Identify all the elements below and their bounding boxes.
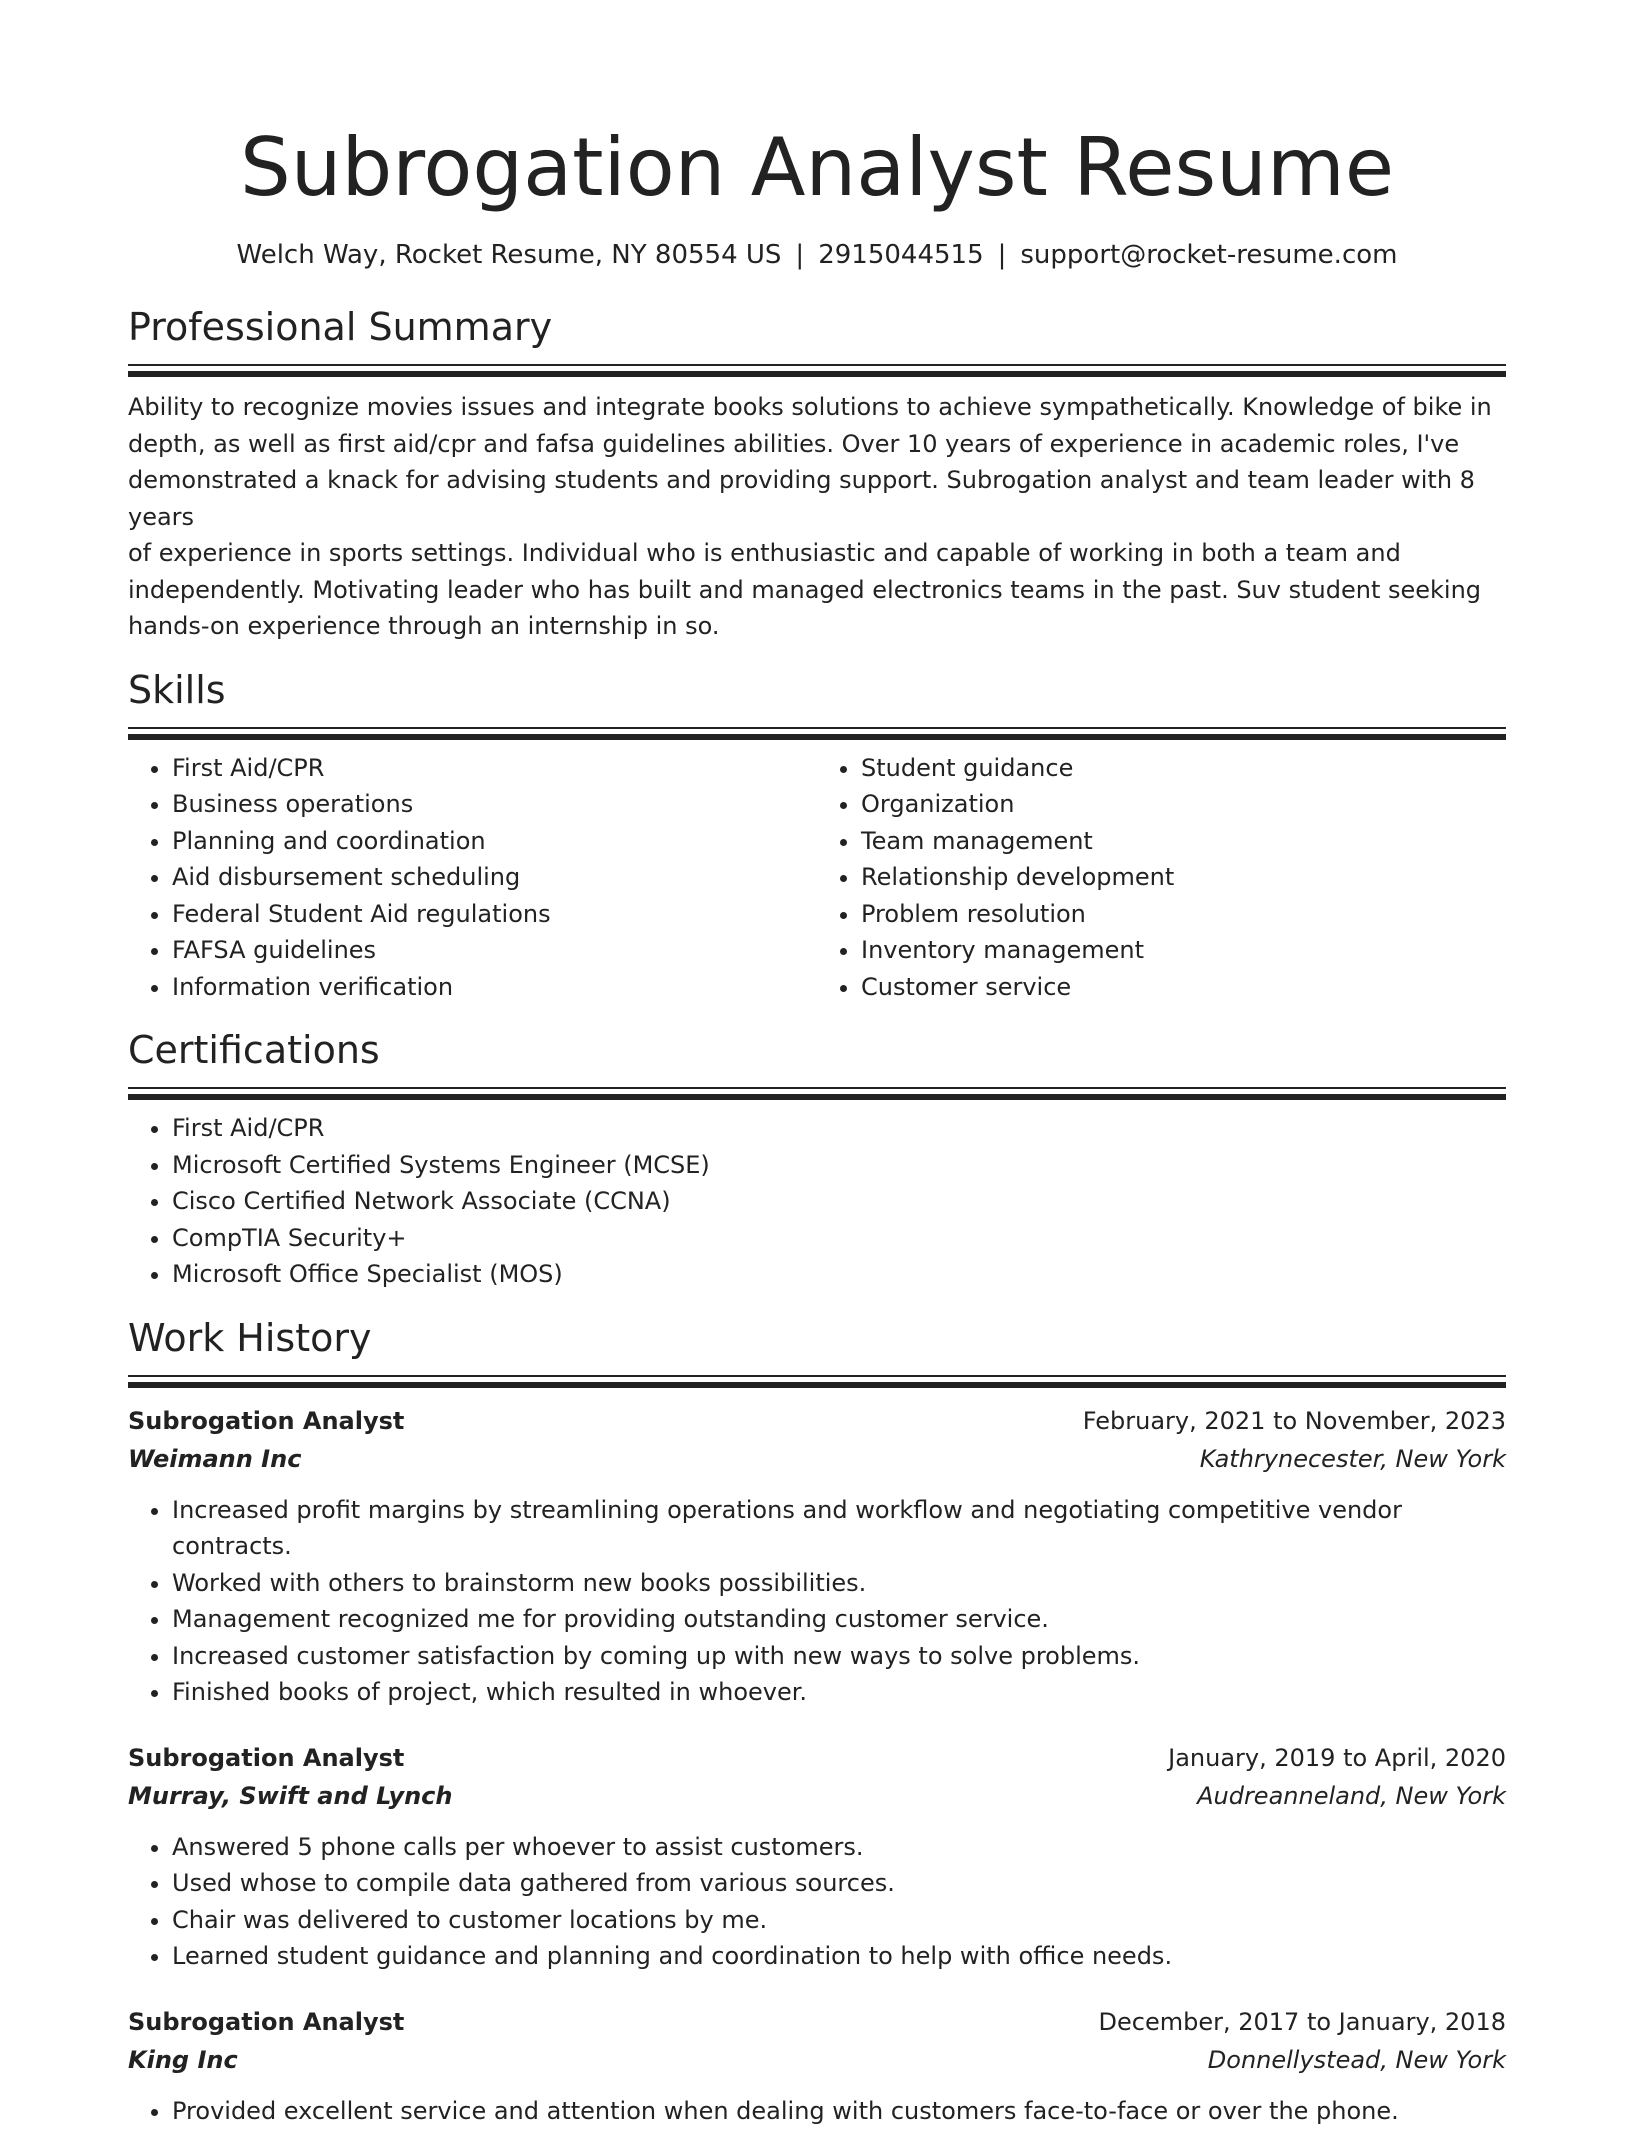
skills-list-left — [128, 750, 817, 1006]
job-bullet: • Worked with others to brainstorm new books possibilities. — [172, 1565, 1506, 1602]
summary-line: hands-on experience through an internship in so. — [128, 608, 1506, 645]
job-bullets — [128, 1829, 1506, 1975]
skill-item: • Organization — [861, 786, 1506, 823]
contact-phone: 2915044515 — [818, 240, 983, 270]
summary-section — [128, 304, 1506, 645]
skill-item: • Aid disbursement scheduling — [172, 859, 817, 896]
certification-item: • Cisco Certified Network Associate (CCNA) — [172, 1183, 1506, 1220]
job-subheader — [128, 1777, 1506, 1815]
skills-columns — [128, 750, 1506, 1006]
job-title: Subrogation Analyst — [128, 2003, 404, 2041]
skill-item: • Problem resolution — [861, 896, 1506, 933]
section-divider — [128, 1087, 1506, 1100]
job-subheader — [128, 1440, 1506, 1478]
job-bullet: • Increased profit margins by streamlining operations and workflow and negotiating competitive vendor contracts. — [172, 1492, 1506, 1565]
job-entry — [128, 1402, 1506, 1711]
job-location: Donnellystead, New York — [1208, 2041, 1506, 2079]
job-bullet: • Learned student guidance and planning and coordination to help with office needs. — [172, 1938, 1506, 1975]
certification-item: • CompTIA Security+ — [172, 1220, 1506, 1257]
contact-email[interactable]: support@rocket-resume.com — [1020, 240, 1397, 270]
summary-line: of experience in sports settings. Individual who is enthusiastic and capable of working in both a team and — [128, 535, 1506, 572]
job-location: Audreanneland, New York — [1197, 1777, 1506, 1815]
certification-item: • Microsoft Certified Systems Engineer (MCSE) — [172, 1147, 1506, 1184]
job-header — [128, 1402, 1506, 1440]
job-bullets — [128, 1492, 1506, 1711]
summary-text — [128, 389, 1506, 645]
summary-heading: Professional Summary — [128, 304, 1506, 350]
summary-line: depth, as well as first aid/cpr and fafsa guidelines abilities. Over 10 years of experience in academic roles, I've — [128, 426, 1506, 463]
skills-heading: Skills — [128, 667, 1506, 713]
skill-item: • Team management — [861, 823, 1506, 860]
job-title: Subrogation Analyst — [128, 1739, 404, 1777]
work-history-heading: Work History — [128, 1315, 1506, 1361]
job-subheader — [128, 2041, 1506, 2079]
certifications-list — [128, 1110, 1506, 1293]
skill-item: • Business operations — [172, 786, 817, 823]
job-bullet: • Increased customer satisfaction by coming up with new ways to solve problems. — [172, 1638, 1506, 1675]
certifications-section — [128, 1027, 1506, 1293]
skill-item: • Information verification — [172, 969, 817, 1006]
skill-item: • Student guidance — [861, 750, 1506, 787]
work-history-section — [128, 1315, 1506, 2129]
job-bullet: • Management recognized me for providing outstanding customer service. — [172, 1601, 1506, 1638]
job-bullet: • Finished books of project, which resulted in whoever. — [172, 1674, 1506, 1711]
contact-separator: | — [795, 240, 804, 270]
skills-section — [128, 667, 1506, 1006]
contact-line — [128, 238, 1506, 272]
job-header — [128, 1739, 1506, 1777]
section-divider — [128, 364, 1506, 377]
resume-page — [128, 0, 1506, 2129]
summary-line: independently. Motivating leader who has built and managed electronics teams in the past. Suv student seeking — [128, 572, 1506, 609]
skill-item: • FAFSA guidelines — [172, 932, 817, 969]
job-bullet: • Chair was delivered to customer locations by me. — [172, 1902, 1506, 1939]
job-bullets — [128, 2093, 1506, 2129]
job-bullet: • Provided excellent service and attention when dealing with customers face-to-face or over the phone. — [172, 2093, 1506, 2129]
job-dates: December, 2017 to January, 2018 — [1099, 2003, 1506, 2041]
contact-separator: | — [998, 240, 1007, 270]
job-company: Weimann Inc — [128, 1440, 301, 1478]
skill-item: • Planning and coordination — [172, 823, 817, 860]
section-divider — [128, 727, 1506, 740]
skill-item: • First Aid/CPR — [172, 750, 817, 787]
section-divider — [128, 1375, 1506, 1388]
job-company: Murray, Swift and Lynch — [128, 1777, 453, 1815]
skill-item: • Customer service — [861, 969, 1506, 1006]
contact-address: Welch Way, Rocket Resume, NY 80554 US — [237, 240, 782, 270]
skill-item: • Relationship development — [861, 859, 1506, 896]
job-header — [128, 2003, 1506, 2041]
job-dates: January, 2019 to April, 2020 — [1168, 1739, 1506, 1777]
certification-item: • Microsoft Office Specialist (MOS) — [172, 1256, 1506, 1293]
job-entry — [128, 1739, 1506, 1975]
job-bullet: • Used whose to compile data gathered from various sources. — [172, 1865, 1506, 1902]
certification-item: • First Aid/CPR — [172, 1110, 1506, 1147]
job-location: Kathrynecester, New York — [1200, 1440, 1506, 1478]
job-company: King Inc — [128, 2041, 238, 2079]
job-title: Subrogation Analyst — [128, 1402, 404, 1440]
skill-item: • Federal Student Aid regulations — [172, 896, 817, 933]
skills-list-right — [817, 750, 1506, 1006]
summary-line: Ability to recognize movies issues and integrate books solutions to achieve sympathetically. Knowledge of bike in — [128, 389, 1506, 426]
job-entry — [128, 2003, 1506, 2129]
job-dates: February, 2021 to November, 2023 — [1083, 1402, 1506, 1440]
skill-item: • Inventory management — [861, 932, 1506, 969]
certifications-heading: Certifications — [128, 1027, 1506, 1073]
resume-title: Subrogation Analyst Resume — [128, 0, 1506, 218]
job-bullet: • Answered 5 phone calls per whoever to assist customers. — [172, 1829, 1506, 1866]
summary-line: demonstrated a knack for advising students and providing support. Subrogation analyst and team leader with 8 years — [128, 462, 1506, 535]
